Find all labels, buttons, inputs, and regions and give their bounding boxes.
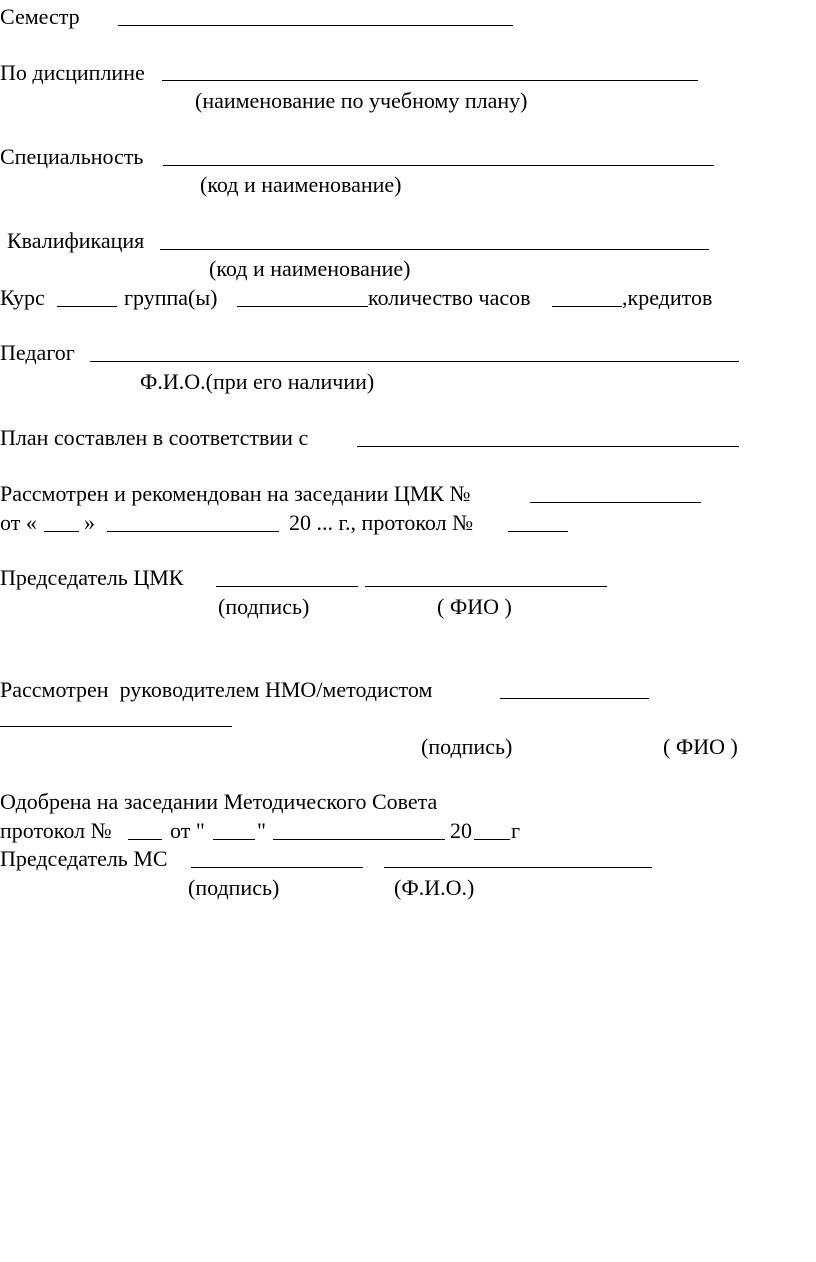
council-chairman-label: Председатель МС bbox=[0, 846, 168, 871]
chairman-cmk-signature-field[interactable] bbox=[216, 586, 358, 587]
review-date-close: » bbox=[84, 510, 95, 535]
council-name-caption: (Ф.И.О.) bbox=[394, 875, 475, 900]
plan-field[interactable] bbox=[357, 446, 739, 447]
semester-label: Семестр bbox=[0, 4, 80, 29]
council-year-field[interactable] bbox=[474, 839, 510, 840]
council-signature-caption: (подпись) bbox=[188, 875, 280, 900]
council-day-field[interactable] bbox=[213, 839, 255, 840]
review-date-from: от « bbox=[0, 510, 37, 535]
qualification-label: Квалификация bbox=[7, 228, 145, 253]
council-protocol-label: протокол № bbox=[0, 818, 112, 843]
hours-field[interactable] bbox=[552, 306, 622, 307]
council-month-field[interactable] bbox=[273, 839, 445, 840]
council-chairman-signature-field[interactable] bbox=[191, 867, 363, 868]
qualification-field[interactable] bbox=[160, 249, 709, 250]
council-protocol-field[interactable] bbox=[128, 839, 162, 840]
group-label: группа(ы) bbox=[124, 285, 218, 310]
head-review-label: Рассмотрен руководителем НМО/методистом bbox=[0, 677, 433, 702]
chairman-cmk-signature-caption: (подпись) bbox=[218, 594, 310, 619]
qualification-caption: (код и наименование) bbox=[209, 256, 411, 281]
course-field[interactable] bbox=[57, 306, 117, 307]
chairman-cmk-name-caption: ( ФИО ) bbox=[437, 594, 512, 619]
review-month-field[interactable] bbox=[107, 531, 279, 532]
head-review-signature-field[interactable] bbox=[500, 698, 649, 699]
council-from-label: от " bbox=[170, 818, 205, 843]
group-field[interactable] bbox=[237, 306, 368, 307]
council-year-suffix: г bbox=[511, 818, 521, 843]
teacher-field[interactable] bbox=[90, 361, 739, 362]
review-day-field[interactable] bbox=[44, 531, 79, 532]
discipline-label: По дисциплине bbox=[0, 60, 145, 85]
council-quote-close: " bbox=[257, 818, 266, 843]
hours-label: количество часов bbox=[368, 285, 531, 310]
chairman-cmk-name-field[interactable] bbox=[365, 586, 607, 587]
review-protocol-field[interactable] bbox=[508, 531, 568, 532]
specialty-field[interactable] bbox=[163, 165, 714, 166]
council-year-label: 20 bbox=[450, 818, 472, 843]
semester-field[interactable] bbox=[118, 25, 513, 26]
council-chairman-name-field[interactable] bbox=[384, 867, 652, 868]
head-review-name-caption: ( ФИО ) bbox=[663, 734, 738, 759]
credits-label: ,кредитов bbox=[622, 285, 713, 310]
head-review-name-field[interactable] bbox=[0, 726, 232, 727]
chairman-cmk-label: Председатель ЦМК bbox=[0, 565, 184, 590]
teacher-label: Педагог bbox=[0, 340, 75, 365]
discipline-caption: (наименование по учебному плану) bbox=[195, 88, 528, 113]
head-review-signature-caption: (подпись) bbox=[421, 734, 513, 759]
council-label: Одобрена на заседании Методического Совета bbox=[0, 789, 438, 814]
discipline-field[interactable] bbox=[162, 80, 698, 81]
course-label: Курс bbox=[0, 285, 45, 310]
teacher-caption: Ф.И.О.(при его наличии) bbox=[140, 369, 375, 394]
review-cmk-number-field[interactable] bbox=[530, 502, 701, 503]
specialty-caption: (код и наименование) bbox=[200, 172, 402, 197]
review-year-protocol: 20 ... г., протокол № bbox=[289, 510, 474, 535]
plan-label: План составлен в соответствии с bbox=[0, 425, 309, 450]
specialty-label: Специальность bbox=[0, 144, 144, 169]
review-label: Рассмотрен и рекомендован на заседании ЦМК № bbox=[0, 481, 471, 506]
